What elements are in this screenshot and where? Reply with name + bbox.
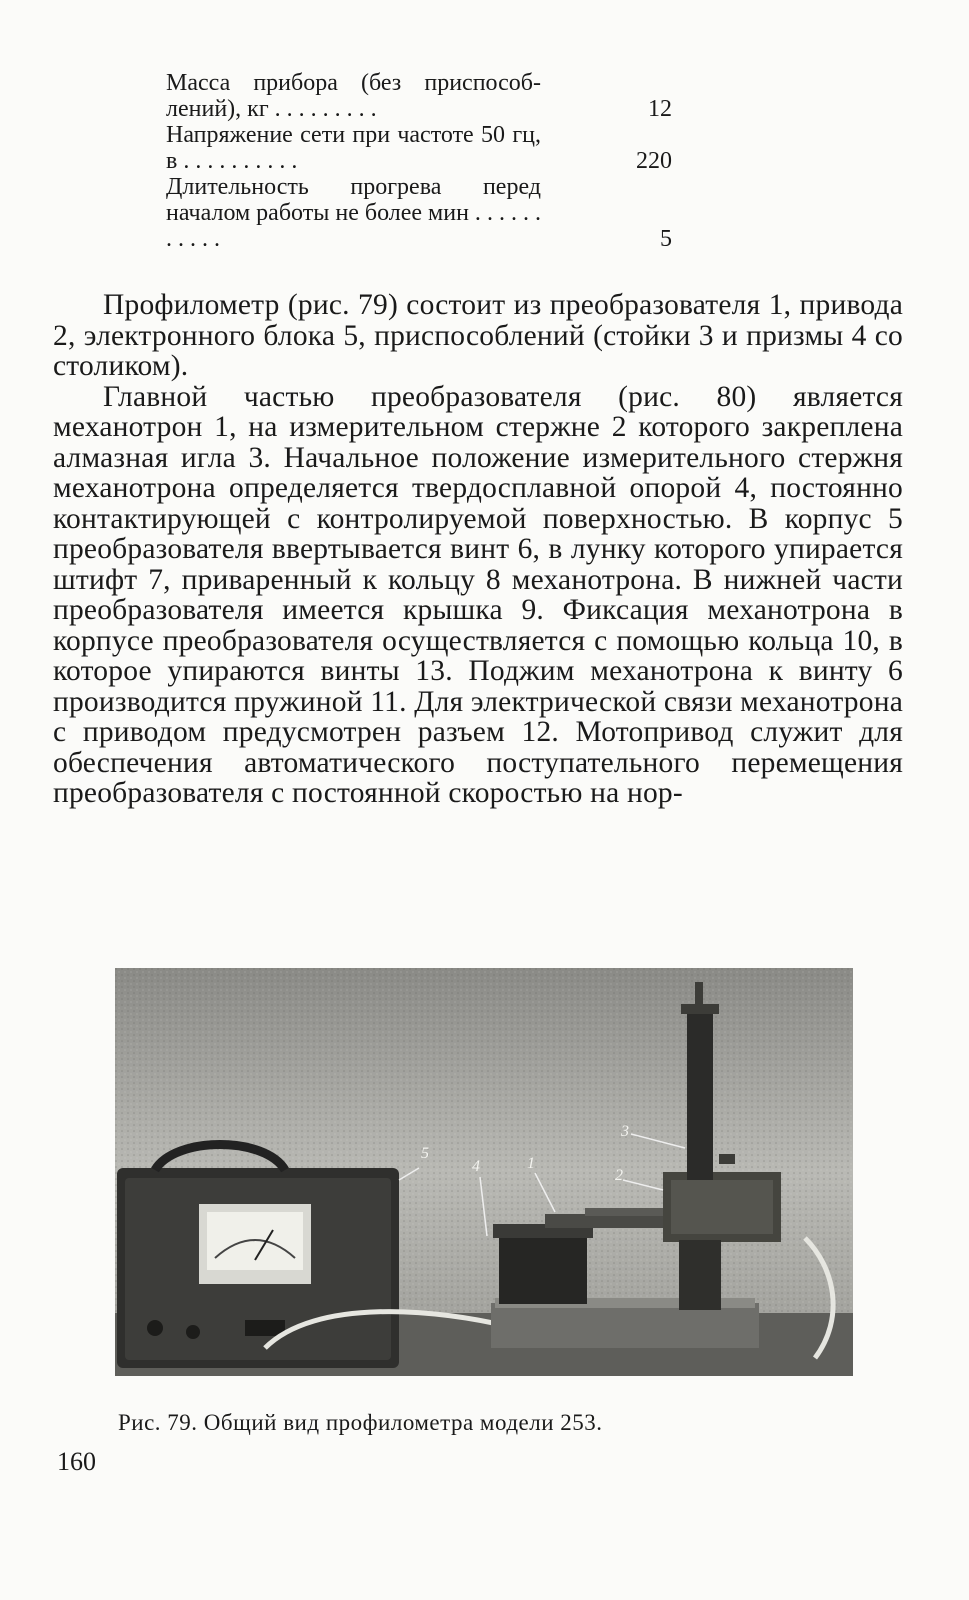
callout-3: 3 [621, 1123, 629, 1140]
callout-2: 2 [615, 1167, 623, 1184]
body-text [53, 290, 903, 809]
profilometer-photo [115, 968, 853, 1376]
spec-value: 12 [648, 96, 672, 122]
spec-value: 220 [636, 148, 672, 174]
spec-label: Длительность прогрева перед началом работы не более мин . . . . . . . . . . . [166, 174, 541, 252]
spec-label: Напряжение сети при частоте 50 гц, в . . . . . . . . . . [166, 122, 541, 174]
page-number: 160 [57, 1447, 96, 1476]
spec-row-mass [166, 70, 686, 122]
callout-5: 5 [421, 1145, 429, 1162]
spec-table [166, 70, 686, 252]
paragraph: Главной частью преобразователя (рис. 80) является механотрон 1, на измерительном стержне 2 которого закреплена алмазная игла 3. Начальное положение измерительного стержня механотрона определяется твердосплавной опорой 4, постоянно контактирующей с контролируемой поверхностью. В корпус 5 преобразователя ввертывается винт 6, в лунку которого упирается штифт 7, приваренный к кольцу 8 механотрона. В нижней части преобразователя имеется крышка 9. Фиксация механотрона в корпусе преобразователя осуществляется с помощью кольца 10, в которое упираются винты 13. Поджим механотрона к винту 6 производится пружиной 11. Для электрической связи механотрона с приводом предусмотрен разъем 12. Мотопривод служит для обеспечения автоматического поступательного перемещения преобразователя с постоянной скоростью на нор- [53, 380, 903, 809]
paragraph: Профилометр (рис. 79) состоит из преобразователя 1, привода 2, электронного блока 5, приспособлений (стойки 3 и призмы 4 со столиком). [53, 289, 903, 382]
spec-row-voltage [166, 122, 686, 174]
callout-1: 1 [527, 1155, 535, 1172]
figure-caption: Рис. 79. Общий вид профилометра модели 253. [118, 1410, 603, 1435]
spec-label: Масса прибора (без приспособ- лений), кг . . . . . . . . . [166, 70, 541, 122]
spec-value: 5 [660, 226, 672, 252]
callout-4: 4 [472, 1158, 480, 1175]
spec-row-warmup [166, 174, 686, 252]
